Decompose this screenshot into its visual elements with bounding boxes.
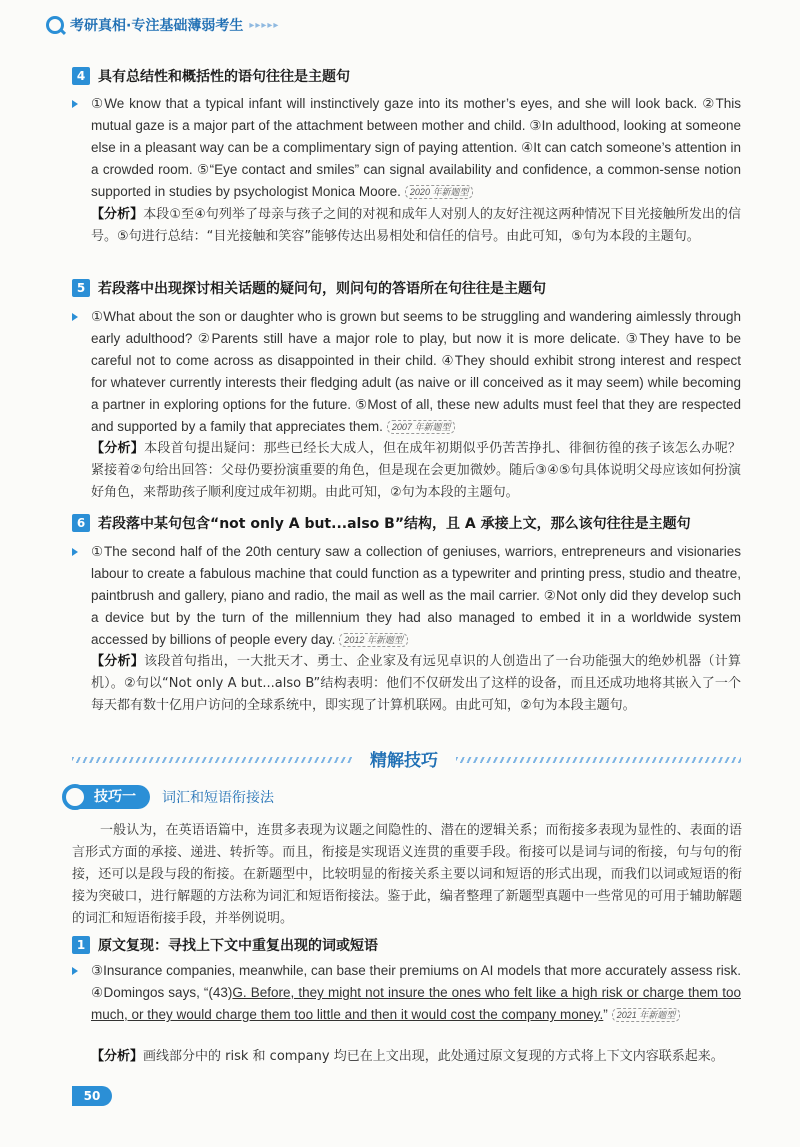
bullet-arrow-icon — [72, 100, 78, 108]
tip-subtitle: 词汇和短语衔接法 — [162, 790, 274, 806]
page-header — [46, 12, 279, 38]
header-arrows: ▸▸▸▸▸ — [249, 19, 280, 31]
divider-title: 精解技巧 — [370, 751, 438, 771]
analysis-paragraph: 【分析】本段首句提出疑问：那些已经长大成人，但在成年初期似乎仍苦苦挣扎、徘徊彷徨的孩子该怎么办呢？紧接着②句给出回答：父母仍要扮演重要的角色，但是现在会更加微妙。随后③④⑤句具体说明父母应该如何扮演好角色，来帮助孩子顺利度过成年初期。由此可知，②句为本段的主题句。 — [91, 441, 741, 500]
example-paragraph: ①We know that a typical infant will instinctively gaze into its mother’s eyes, and she will look back. ②This mutual gaze is a major part of the attachment between mother and child. ③In adulthood, looking at someone else in a pleasant way can be a complimentary sign of paying attention. ④It can catch someone’s attention in a crowded room. ⑤“Eye contact and smiles” can signal availability and confidence, a common-sense notion supported in studies by psychologist Monica Moore. 2020 年新题型 — [91, 96, 741, 199]
section-number: 6 — [72, 514, 90, 532]
analysis-paragraph: 【分析】画线部分中的 risk 和 company 均已在上文出现，此处通过原文复现的方式将上下文内容联系起来。 — [91, 1049, 724, 1064]
magnifier-icon — [62, 784, 88, 810]
header-title: 考研真相·专注基础薄弱考生 — [70, 18, 244, 34]
section-title: 具有总结性和概括性的语句往往是主题句 — [98, 69, 350, 85]
section-number: 4 — [72, 67, 90, 85]
bullet-arrow-icon — [72, 313, 78, 321]
example-paragraph: ①What about the son or daughter who is grown but seems to be struggling and wandering aimlessly through early adulthood? ②Parents still have a major role to play, but now it is more delicate. ③They have to be careful not to come across as disappointed in their child. ④They should exhibit strong interest and respect for whatever currently interests their fledging adult (as naive or ill conceived as it may seem) while becoming a partner in exploring options for the future. ⑤Most of all, these new adults must feel that they are respected and supported by a family that appreciates them. 2007 年新题型 — [91, 309, 741, 434]
example-paragraph: ③Insurance companies, meanwhile, can base their premiums on AI models that more accurately assess risk. ④Domingos says, “(43)G. Before, they might not insure the ones who felt like a high risk or charge them too much, or they would charge them too little and then it would cost the company money.” 2021 年新题型 — [91, 963, 741, 1022]
section-number: 1 — [72, 936, 90, 954]
year-tag: 2012 年新题型 — [339, 633, 408, 647]
bullet-arrow-icon — [72, 548, 78, 556]
analysis-paragraph: 【分析】本段①至④句列举了母亲与孩子之间的对视和成年人对别人的友好注视这两种情况下目光接触所发出的信号。⑤句进行总结：“目光接触和笑容”能够传达出易相处和信任的信号。由此可知，⑤句为本段的主题句。 — [91, 207, 741, 244]
year-tag: 2020 年新题型 — [405, 185, 474, 199]
section-title: 原文复现：寻找上下文中重复出现的词或短语 — [98, 938, 378, 954]
divider-right — [456, 757, 741, 763]
section-title: 若段落中某句包含“not only A but...also B”结构，且 A 承接上文，那么该句往往是主题句 — [98, 516, 691, 532]
example-paragraph: ①The second half of the 20th century saw a collection of geniuses, warriors, entrepreneurs and visionaries labour to create a fabulous machine that could function as a typewriter and printing press, studio and theatre, paintbrush and gallery, piano and radio, the mail as well as the mail carrier. ②Not only did they develop such a device but by the turn of the millennium they had also managed to embed it in a worldwide system accessed by billions of people every day. 2012 年新题型 — [91, 544, 741, 647]
sub-section-heading-1 — [72, 934, 378, 956]
section-heading-6 — [72, 512, 691, 534]
divider-left — [72, 757, 352, 763]
body-paragraph: 一般认为，在英语语篇中，连贯多表现为议题之间隐性的、潜在的逻辑关系；而衔接多表现为显性的、表面的语言形式方面的承接、递进、转折等。而且，衔接是实现语义连贯的重要手段。衔接可以是词与词的衔接，句与句的衔接，还可以是段与段的衔接。在新题型中，比较明显的衔接关系主要以词和短语的形式出现，而我们以词或短语的衔接为突破口，进行解题的方法称为词汇和短语衔接法。鉴于此，编者整理了新题型真题中一些常见的可用于辅助解题的词汇和短语衔接手段，并举例说明。 — [72, 823, 742, 926]
search-logo-icon — [46, 16, 64, 34]
section-title: 若段落中出现探讨相关话题的疑问句，则问句的答语所在句往往是主题句 — [98, 281, 546, 297]
year-tag: 2007 年新题型 — [387, 420, 456, 434]
page-number: 50 — [72, 1086, 112, 1106]
section-number: 5 — [72, 279, 90, 297]
underlined-answer: G. Before, they might not insure the ones who felt like a high risk or charge them too much, or they would charge them too little and then it would cost the company money. — [91, 985, 741, 1022]
section-heading-4 — [72, 65, 350, 87]
tip-label: 技巧一 — [76, 785, 150, 809]
analysis-paragraph: 【分析】该段首句指出，一大批天才、勇士、企业家及有远见卓识的人创造出了一台功能强大的绝妙机器（计算机）。②句以“Not only A but...also B”结构表明：他们不仅研发出了这样的设备，而且还成功地将其嵌入了一个每天都有数十亿用户访问的全球系统中，即实现了计算机联网。由此可知，②句为本段主题句。 — [91, 654, 741, 713]
section-heading-5 — [72, 277, 546, 299]
bullet-arrow-icon — [72, 967, 78, 975]
year-tag: 2021 年新题型 — [612, 1008, 681, 1022]
tip-heading — [62, 782, 274, 812]
